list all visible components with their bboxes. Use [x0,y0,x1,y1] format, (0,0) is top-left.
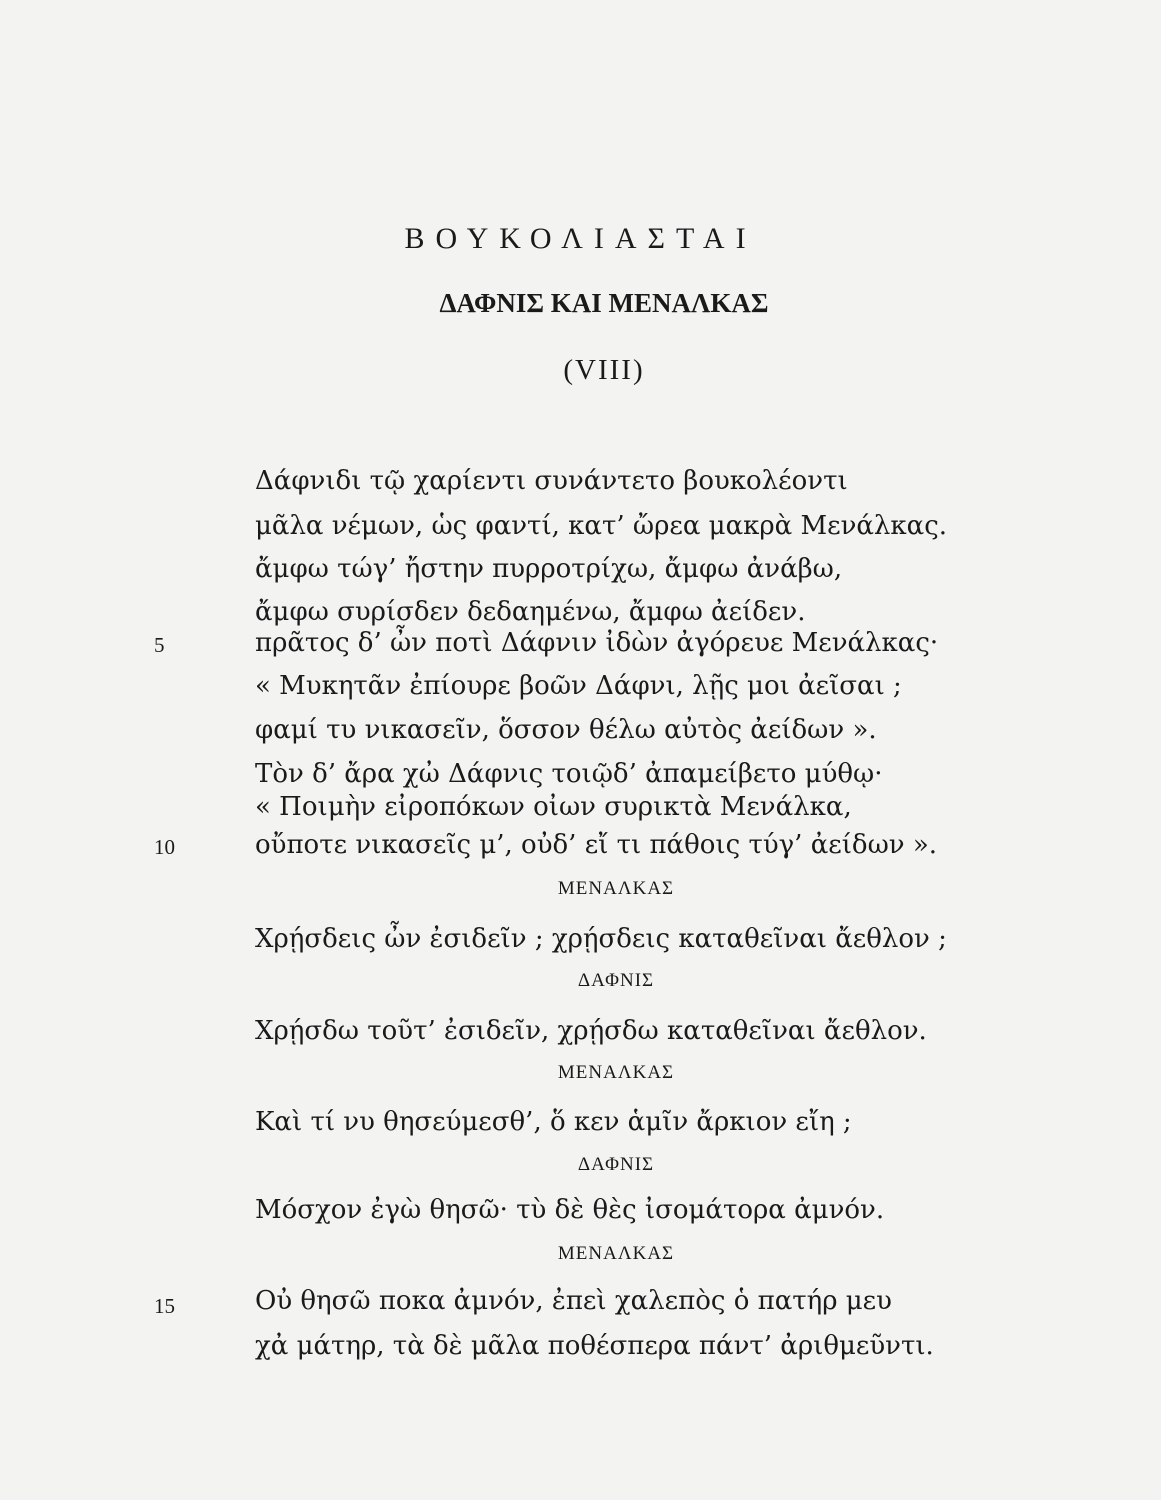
poem-title: ΒΟΥΚΟΛΙΑΣΤΑΙ [404,222,757,255]
verse-line: Μόσχον ἐγὼ θησῶ· τὺ δὲ θὲς ἰσομάτορα ἀμνόν. [255,1195,885,1225]
verse-line: φαμί τυ νικασεῖν, ὅσσον θέλω αὐτὸς ἀείδων ». [255,715,877,745]
speaker-label: ΜΕΝΑΛΚΑΣ [557,1062,675,1083]
verse-line: ἄμφω τώγ’ ἤστην πυρροτρίχω, ἄμφω ἀνάβω, [255,554,843,584]
verse-line: Οὐ θησῶ ποκα ἀμνόν, ἐπεὶ χαλεπὸς ὁ πατήρ μευ [255,1286,892,1316]
speaker-label: ΔΑΦΝΙΣ [577,970,655,991]
line-number: 10 [154,835,175,859]
verse-line: Χρῄσδω τοῦτ’ ἐσιδεῖν, χρῄσδω καταθεῖναι ἄεθλον. [255,1016,927,1046]
line-number: 15 [154,1294,175,1318]
line-number: 5 [154,633,165,657]
verse-line: « Μυκητᾶν ἐπίουρε βοῶν Δάφνι, λῇς μοι ἀεῖσαι ; [255,671,902,701]
verse-line: μᾶλα νέμων, ὡς φαντί, κατ’ ὤρεα μακρὰ Μενάλκας. [255,511,948,541]
speaker-label: ΜΕΝΑΛΚΑΣ [557,1243,675,1264]
verse-line: πρᾶτος δ’ ὦν ποτὶ Δάφνιν ἰδὼν ἀγόρευε Μενάλκας· [255,628,939,658]
verse-line: « Ποιμὴν εἰροπόκων οἰων συρικτὰ Μενάλκα, [255,792,852,822]
verse-line: Τὸν δ’ ἄρα χὠ Δάφνις τοιῷδ’ ἀπαμείβετο μύθῳ· [255,759,883,789]
verse-line: Χρῄσδεις ὦν ἐσιδεῖν ; χρῄσδεις καταθεῖναι ἄεθλον ; [255,924,947,954]
verse-line: Καὶ τί νυ θησεύμεσθ’, ὅ κεν ἁμῖν ἄρκιον εἴη ; [255,1107,852,1137]
verse-line: ἄμφω συρίσδεν δεδαημένω, ἄμφω ἀείδεν. [255,597,806,627]
verse-line: χἀ μάτηρ, τὰ δὲ μᾶλα ποθέσπερα πάντ’ ἀριθμεῦντι. [255,1331,934,1361]
speaker-label: ΜΕΝΑΛΚΑΣ [557,878,675,899]
poem-subtitle: ΔΑΦΝΙΣ ΚΑΙ ΜΕΝΑΛΚΑΣ [439,288,769,318]
verse-line: οὔποτε νικασεῖς μ’, οὐδ’ εἴ τι πάθοις τύγ’ ἀείδων ». [255,830,938,860]
idyll-number: (VIII) [563,354,645,386]
speaker-label: ΔΑΦΝΙΣ [577,1154,655,1175]
verse-line: Δάφνιδι τῷ χαρίεντι συνάντετο βουκολέοντι [255,466,848,496]
